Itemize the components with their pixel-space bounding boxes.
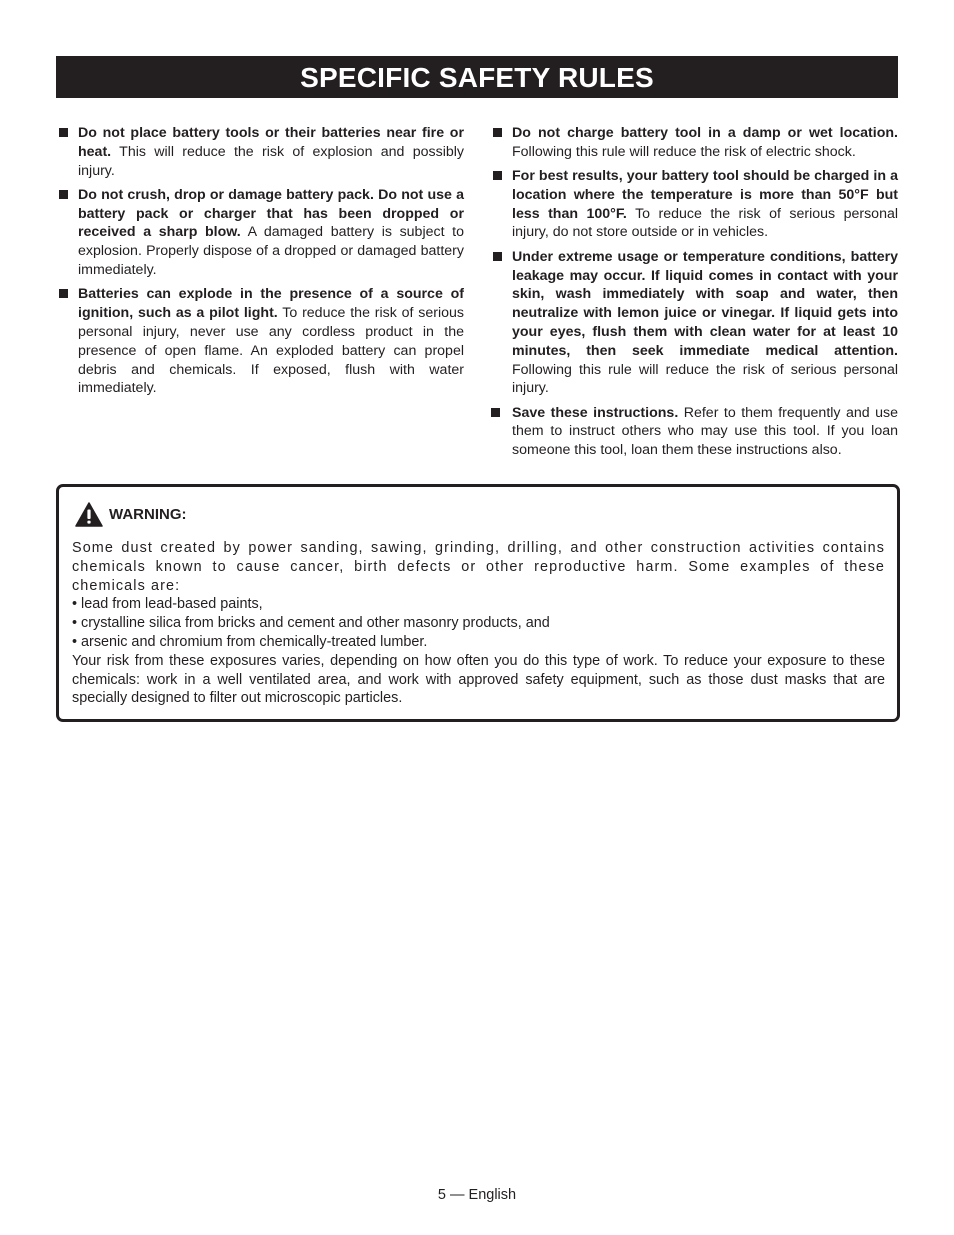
square-bullet-icon bbox=[491, 408, 500, 417]
left-rules-column bbox=[56, 124, 464, 404]
rule-item bbox=[490, 124, 898, 162]
rule-item bbox=[56, 124, 464, 180]
rule-bold: Save these instructions. bbox=[512, 404, 679, 421]
square-bullet-icon bbox=[493, 128, 502, 137]
square-bullet-icon bbox=[493, 252, 502, 261]
warning-triangle-icon bbox=[75, 502, 103, 527]
warning-bullet: • arsenic and chromium from chemically-treated lumber. bbox=[72, 633, 428, 650]
rule-bold: Do not place battery tools or their batteries near fire or heat. bbox=[78, 125, 464, 160]
warning-intro: Some dust created by power sanding, sawing, grinding, drilling, and other construction activities contains chemicals known to cause cancer, birth defects or other reproductive harm. Some examples of these chemicals are: bbox=[72, 540, 885, 594]
rule-text: Following this rule will reduce the risk of electric shock. bbox=[512, 143, 856, 160]
page-footer: 5 — English bbox=[437, 1187, 517, 1203]
warning-closing: Your risk from these exposures varies, depending on how often you do this type of work. To reduce your exposure to these chemicals: work in a well ventilated area, and work with approved safety equipment, such as those dust masks that are specially designed to filter out microscopic particles. bbox=[72, 652, 885, 707]
rule-item bbox=[56, 186, 464, 280]
square-bullet-icon bbox=[59, 289, 68, 298]
page-title: SPECIFIC SAFETY RULES bbox=[56, 56, 898, 98]
rule-bold: Under extreme usage or temperature conditions, battery leakage may occur. If liquid comes in contact with your skin, wash immediately with soap and water, then neutralize with lemon juice or vinegar. If liquid gets into your eyes, flush them with clean water for at least 10 minutes, then seek immediate medical attention. bbox=[512, 248, 898, 359]
square-bullet-icon bbox=[493, 171, 502, 180]
square-bullet-icon bbox=[59, 128, 68, 137]
warning-bullet: • crystalline silica from bricks and cement and other masonry products, and bbox=[72, 615, 550, 632]
rule-item bbox=[490, 248, 898, 398]
rule-item bbox=[56, 285, 464, 398]
rule-item bbox=[490, 167, 898, 242]
warning-bullet-text: crystalline silica from bricks and cement and other masonry products, and bbox=[81, 615, 550, 632]
warning-box bbox=[56, 484, 900, 722]
rule-bold: Do not crush, drop or damage battery pack. Do not use a battery pack or charger that has been dropped or received a sharp blow. bbox=[78, 186, 464, 241]
rule-text: This will reduce the risk of explosion and possibly injury. bbox=[78, 143, 464, 179]
warning-heading bbox=[75, 501, 187, 527]
warning-bullet-text: lead from lead-based paints, bbox=[81, 596, 263, 613]
rule-text: Refer to them frequently and use them to instruct others who may use this tool. If you loan someone this tool, loan them these instructions also. bbox=[512, 404, 898, 459]
square-bullet-icon bbox=[59, 190, 68, 199]
right-rules-column bbox=[490, 124, 898, 466]
rule-bold: Batteries can explode in the presence of a source of ignition, such as a pilot light. bbox=[78, 286, 464, 322]
warning-bullet: • lead from lead-based paints, bbox=[72, 596, 263, 613]
rule-item bbox=[490, 404, 898, 460]
warning-body bbox=[72, 539, 885, 708]
rule-bold: For best results, your battery tool should be charged in a location where the temperature is more than 50°F but less than 100°F. bbox=[512, 168, 898, 222]
warning-label: WARNING: bbox=[109, 505, 187, 523]
rule-text: To reduce the risk of serious personal injury, do not store outside or in vehicles. bbox=[512, 205, 898, 241]
rule-text: To reduce the risk of serious personal injury, never use any cordless product in the presence of open flame. An exploded battery can propel debris and chemicals. If exposed, flush with water immediately. bbox=[78, 305, 464, 397]
rule-text: A damaged battery is subject to explosion. Properly dispose of a dropped or damaged battery immediately. bbox=[78, 224, 464, 279]
rule-bold: Do not charge battery tool in a damp or wet location. bbox=[512, 125, 898, 141]
warning-bullet-text: arsenic and chromium from chemically-treated lumber. bbox=[81, 633, 428, 650]
rule-text: Following this rule will reduce the risk of serious personal injury. bbox=[512, 361, 898, 397]
